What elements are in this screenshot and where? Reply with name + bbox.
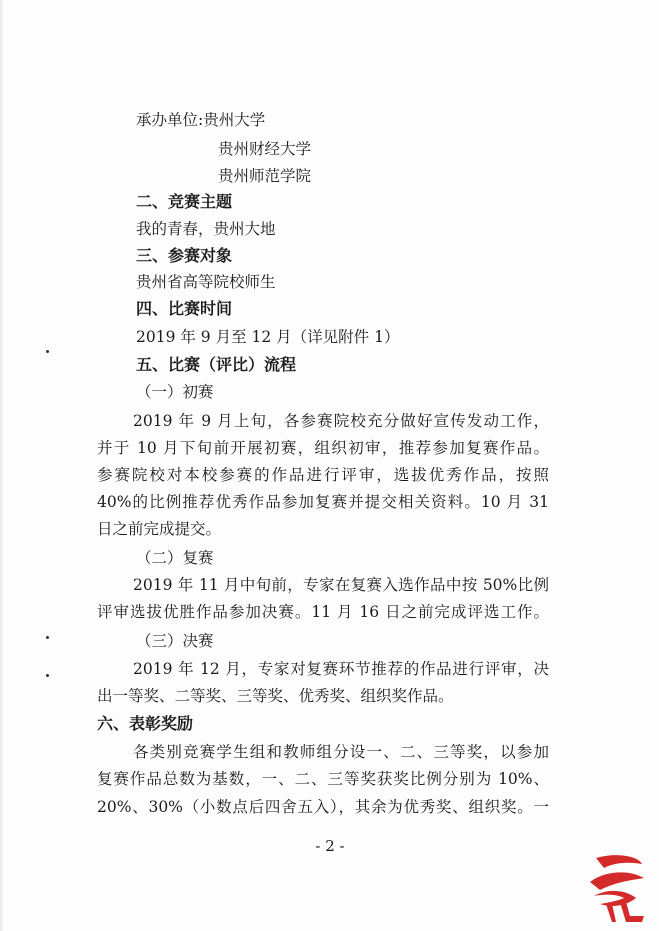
paragraph-line: 出一等奖、二等奖、三等奖、优秀奖、组织奖作品。 (97, 687, 454, 705)
paragraph-line: 20%、30%（小数点后四舍五入），其余为优秀奖、组织奖。一 (97, 798, 549, 816)
section-text-theme: 我的青春，贵州大地 (136, 220, 276, 238)
section-text-participants: 贵州省高等院校师生 (136, 273, 276, 291)
section-heading-process: 五、比赛（评比）流程 (136, 355, 297, 374)
organizer-1: 贵州大学 (203, 111, 266, 129)
scan-speck (46, 674, 49, 677)
paragraph-line: 各类别竞赛学生组和教师组分设一、二、三等奖，以参加 (133, 743, 549, 761)
paragraph-line: 日之前完成提交。 (97, 520, 222, 538)
scan-speck (46, 636, 49, 639)
organizer-3: 贵州师范学院 (218, 167, 312, 185)
section-heading-theme: 二、竞赛主题 (136, 192, 233, 211)
organizer-line (136, 109, 265, 131)
paragraph-line: 并于 10 月下旬前开展初赛，组织初审，推荐参加复赛作品。 (97, 439, 549, 457)
page-number: - 2 - (315, 837, 345, 855)
paragraph-line: 参赛院校对本校参赛的作品进行评审，选拔优秀作品，按照 (97, 466, 549, 484)
paragraph-line: 2019 年 12 月，专家对复赛环节推荐的作品进行评审，决 (133, 660, 549, 678)
section-heading-time: 四、比赛时间 (136, 299, 233, 318)
subsection-heading-semi: （二）复赛 (136, 549, 214, 567)
scan-edge (0, 0, 4, 931)
red-ribbon-logo-icon (586, 852, 648, 924)
scan-speck (46, 350, 49, 353)
paragraph-line: 复赛作品总数为基数，一、二、三等奖获奖比例分别为 10%、 (97, 770, 549, 788)
organizer-label: 承办单位: (136, 111, 204, 129)
section-heading-awards: 六、表彰奖励 (97, 714, 194, 733)
paragraph-line: 评审选拔优胜作品参加决赛。11 月 16 日之前完成评选工作。 (97, 603, 549, 621)
organizer-2: 贵州财经大学 (218, 140, 312, 158)
paragraph-line: 2019 年 11 月中旬前，专家在复赛入选作品中按 50%比例 (133, 576, 549, 594)
section-heading-participants: 三、参赛对象 (136, 246, 233, 265)
section-text-time: 2019 年 9 月至 12 月（详见附件 1） (136, 328, 400, 346)
subsection-heading-final: （三）决赛 (136, 632, 214, 650)
subsection-heading-prelim: （一）初赛 (136, 383, 214, 401)
paragraph-line: 2019 年 9 月上旬，各参赛院校充分做好宣传发动工作， (133, 412, 549, 430)
paragraph-line: 40%的比例推荐优秀作品参加复赛并提交相关资料。10 月 31 (97, 493, 549, 511)
